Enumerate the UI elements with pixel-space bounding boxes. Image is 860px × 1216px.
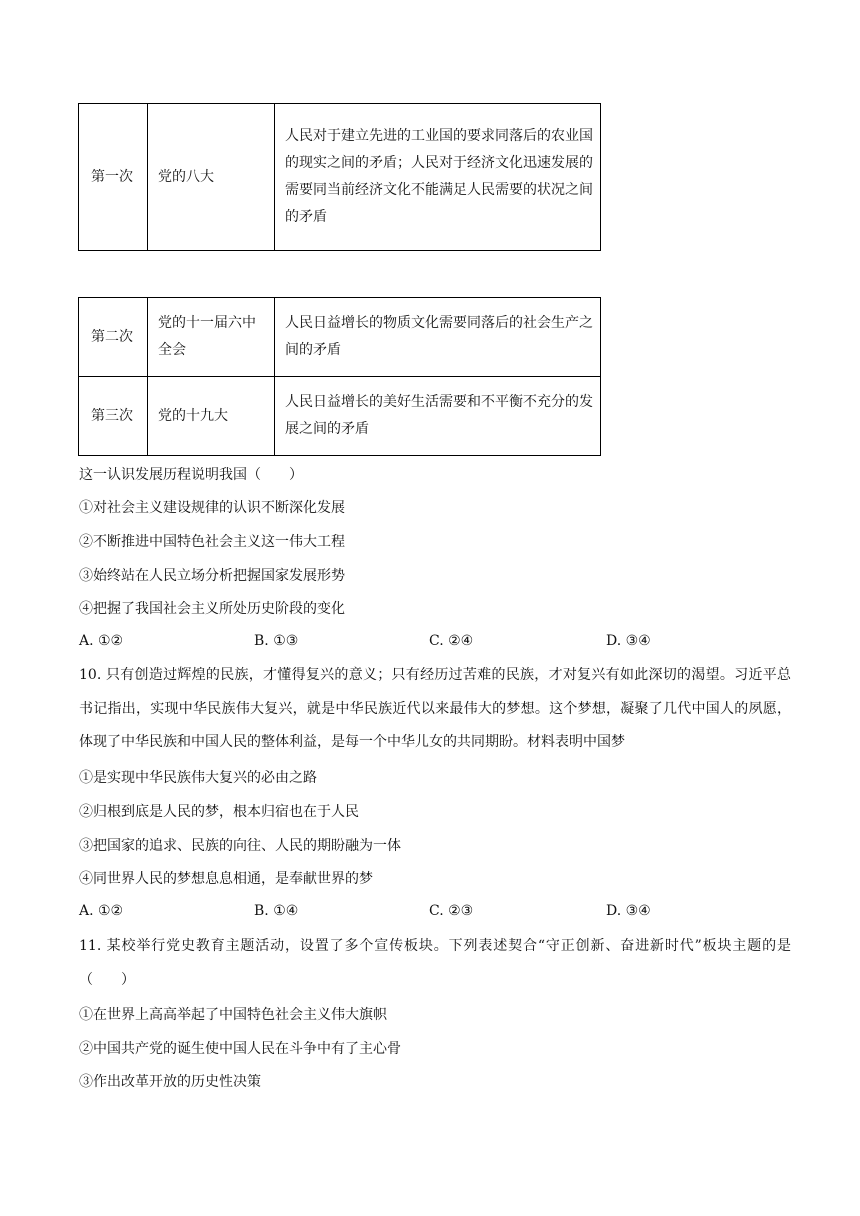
q10-statement-4: ④同世界人民的梦想息息相通，是奉献世界的梦 — [79, 871, 373, 887]
table-cell-meeting: 党的十九大 — [148, 377, 275, 456]
table-cell-content: 人民日益增长的物质文化需要同落后的社会生产之间的矛盾 — [275, 298, 601, 377]
table-row — [79, 377, 601, 456]
table-cell-index: 第二次 — [79, 298, 148, 377]
q9-option-d[interactable]: D. ③④ — [606, 633, 651, 649]
q9-statement-3: ③始终站在人民立场分析把握国家发展形势 — [79, 568, 345, 584]
table-cell-meeting: 党的十一届六中全会 — [148, 298, 275, 377]
table-cell-content: 人民对于建立先进的工业国的要求同落后的农业国的现实之间的矛盾；人民对于经济文化迅速发展的需要同当前经济文化不能满足人民需要的状况之间的矛盾 — [275, 104, 601, 251]
q11-statement-3: ③作出改革开放的历史性决策 — [79, 1074, 261, 1090]
q9-option-c[interactable]: C. ②④ — [429, 633, 474, 649]
q9-statement-2: ②不断推进中国特色社会主义这一伟大工程 — [79, 534, 345, 550]
q9-statement-1: ①对社会主义建设规律的认识不断深化发展 — [79, 500, 345, 516]
table-row — [79, 104, 601, 251]
table-cell-index: 第一次 — [79, 104, 148, 251]
q9-statement-4: ④把握了我国社会主义所处历史阶段的变化 — [79, 601, 345, 617]
q10-options — [79, 903, 791, 923]
table-cell-content: 人民日益增长的美好生活需要和不平衡不充分的发展之间的矛盾 — [275, 377, 601, 456]
contradiction-table-part1 — [78, 103, 601, 251]
q11-statement-2: ②中国共产党的诞生使中国人民在斗争中有了主心骨 — [79, 1041, 401, 1057]
table-cell-meeting: 党的八大 — [148, 104, 275, 251]
q10-statement-3: ③把国家的追求、民族的向往、人民的期盼融为一体 — [79, 838, 401, 854]
q11-statement-1: ①在世界上高高举起了中国特色社会主义伟大旗帜 — [79, 1007, 387, 1023]
contradiction-table-part2 — [78, 297, 601, 456]
q10-statement-2: ②归根到底是人民的梦，根本归宿也在于人民 — [79, 804, 359, 820]
q9-options — [79, 633, 791, 653]
q10-statement-1: ①是实现中华民族伟大复兴的必由之路 — [79, 770, 317, 786]
q11-stem: 11. 某校举行党史教育主题活动，设置了多个宣传板块。下列表述契合“守正创新、奋进新时代”板块主题的是（ ） — [79, 938, 791, 988]
q10-option-b[interactable]: B. ①④ — [254, 903, 299, 919]
q9-stem: 这一认识发展历程说明我国（ ） — [79, 467, 303, 483]
q10-option-d[interactable]: D. ③④ — [606, 903, 651, 919]
q10-stem: 10. 只有创造过辉煌的民族，才懂得复兴的意义；只有经历过苦难的民族，才对复兴有如此深切的渴望。习近平总书记指出，实现中华民族伟大复兴，就是中华民族近代以来最伟大的梦想。这个梦想，凝聚了几代中国人的夙愿，体现了中华民族和中国人民的整体利益，是每一个中华儿女的共同期盼。材料表明中国梦 — [79, 667, 791, 750]
q9-option-a[interactable]: A. ①② — [79, 633, 124, 649]
table-cell-index: 第三次 — [79, 377, 148, 456]
table-row — [79, 298, 601, 377]
q10-option-c[interactable]: C. ②③ — [429, 903, 474, 919]
q10-option-a[interactable]: A. ①② — [79, 903, 124, 919]
q9-option-b[interactable]: B. ①③ — [254, 633, 299, 649]
